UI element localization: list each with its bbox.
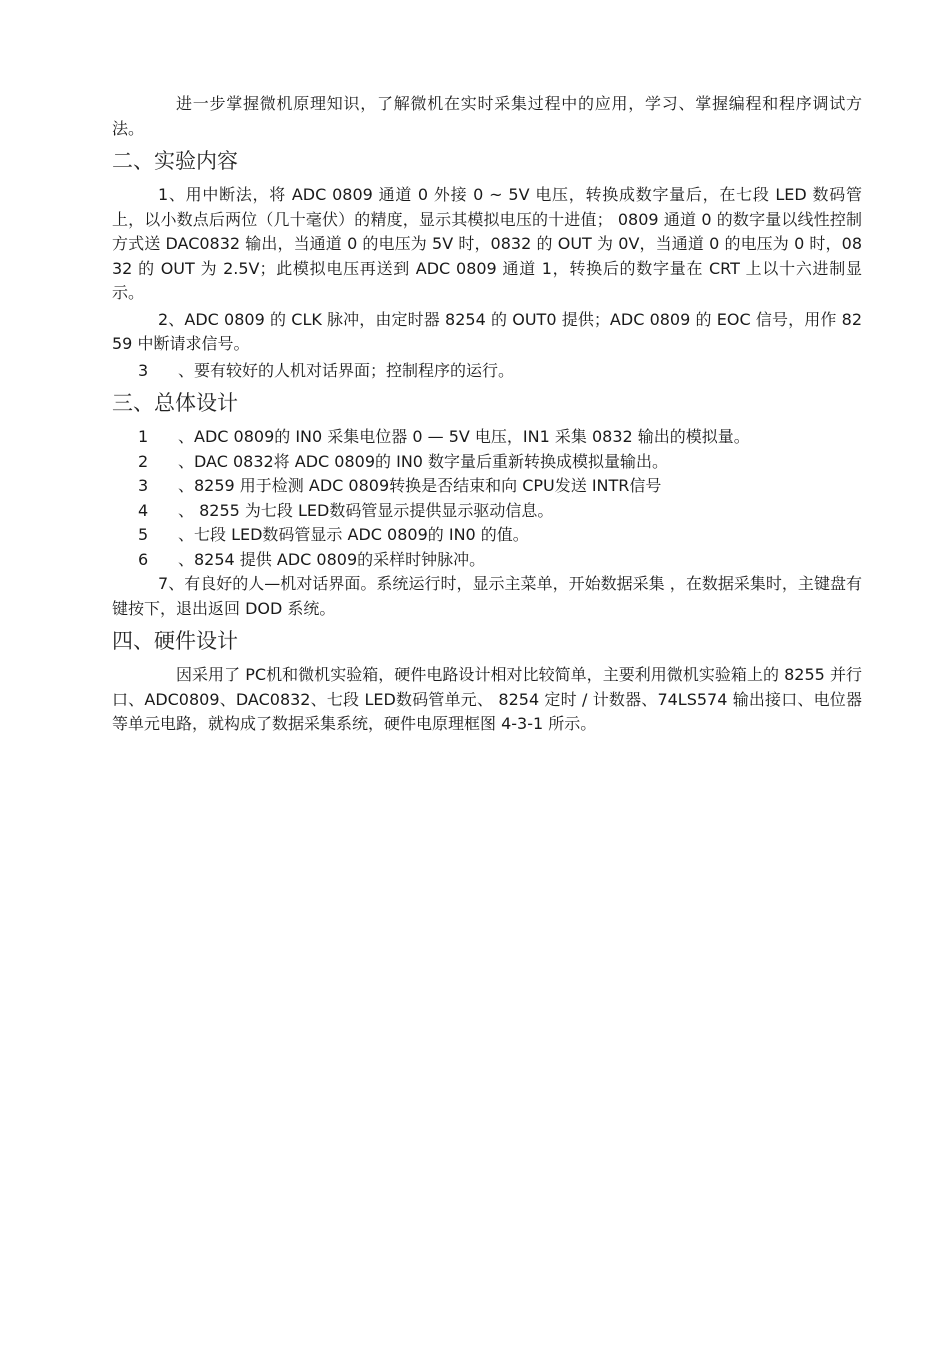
item-number: 3 xyxy=(138,360,149,380)
item-text: 、8259 用于检测 ADC 0809转换是否结束和向 CPU发送 INTR信号 xyxy=(178,476,662,495)
list-item xyxy=(112,450,862,475)
item-text: 、要有较好的人机对话界面；控制程序的运行。 xyxy=(178,360,515,380)
item-number: 3 xyxy=(138,476,149,495)
list-item xyxy=(112,474,862,499)
content-item-3 xyxy=(112,359,862,384)
item-number: 5 xyxy=(138,525,149,544)
list-item xyxy=(112,425,862,450)
content-paragraph-1: 1、用中断法，将 ADC 0809 通道 0 外接 0 ~ 5V 电压，转换成数字量后，在七段 LED 数码管上，以小数点后两位（几十毫伏）的精度，显示其模拟电压的十进值； 0809 通道 0 的数字量以线性控制方式送 DAC0832 输出，当通道 0 的电压为 5V 时，0832 的 OUT 为 0V，当通道 0 的电压为 0 时，0832 的 OUT 为 2.5V；此模拟电压再送到 ADC 0809 通道 1，转换后的数字量在 CRT 上以十六进制显示。 xyxy=(112,185,862,302)
section-heading-overall-design: 三、总体设计 xyxy=(112,391,238,415)
item-text: 、ADC 0809的 IN0 采集电位器 0 — 5V 电压，IN1 采集 0832 输出的模拟量。 xyxy=(178,427,750,446)
design-list xyxy=(112,425,862,572)
content-paragraph-2: 2、ADC 0809 的 CLK 脉冲，由定时器 8254 的 OUT0 提供；ADC 0809 的 EOC 信号，用作 8259 中断请求信号。 xyxy=(112,309,862,353)
design-item-7: 7、有良好的人—机对话界面。系统运行时，显示主菜单，开始数据采集 ，在数据采集时，主键盘有键按下，退出返回 DOD 系统。 xyxy=(112,574,862,618)
list-item xyxy=(112,499,862,524)
section-heading-hardware-design: 四、硬件设计 xyxy=(112,629,238,653)
item-number: 6 xyxy=(138,549,149,569)
list-item xyxy=(112,548,862,573)
item-text: 、 8255 为七段 LED数码管显示提供显示驱动信息。 xyxy=(178,500,554,520)
section-heading-experiment-content: 二、实验内容 xyxy=(112,149,238,173)
item-text: 、DAC 0832将 ADC 0809的 IN0 数字量后重新转换成模拟量输出。 xyxy=(178,451,669,471)
item-number: 2 xyxy=(138,451,149,471)
item-text: 、8254 提供 ADC 0809的采样时钟脉冲。 xyxy=(178,549,486,569)
item-text: 、七段 LED数码管显示 ADC 0809的 IN0 的值。 xyxy=(178,525,529,544)
list-item xyxy=(112,523,862,548)
hardware-paragraph: 因采用了 PC机和微机实验箱，硬件电路设计相对比较简单，主要利用微机实验箱上的 8255 并行口、ADC0809、DAC0832、七段 LED数码管单元、 8254 定时 / 计数器、74LS574 输出接口、电位器等单元电路，就构成了数据采集系统，硬件电原理框图 4-3-1 所示。 xyxy=(112,665,862,733)
document-page xyxy=(112,92,862,739)
item-number: 4 xyxy=(138,500,149,520)
item-number: 1 xyxy=(138,427,149,446)
intro-paragraph: 进一步掌握微机原理知识，了解微机在实时采集过程中的应用，学习、掌握编程和程序调试方法。 xyxy=(112,94,862,138)
